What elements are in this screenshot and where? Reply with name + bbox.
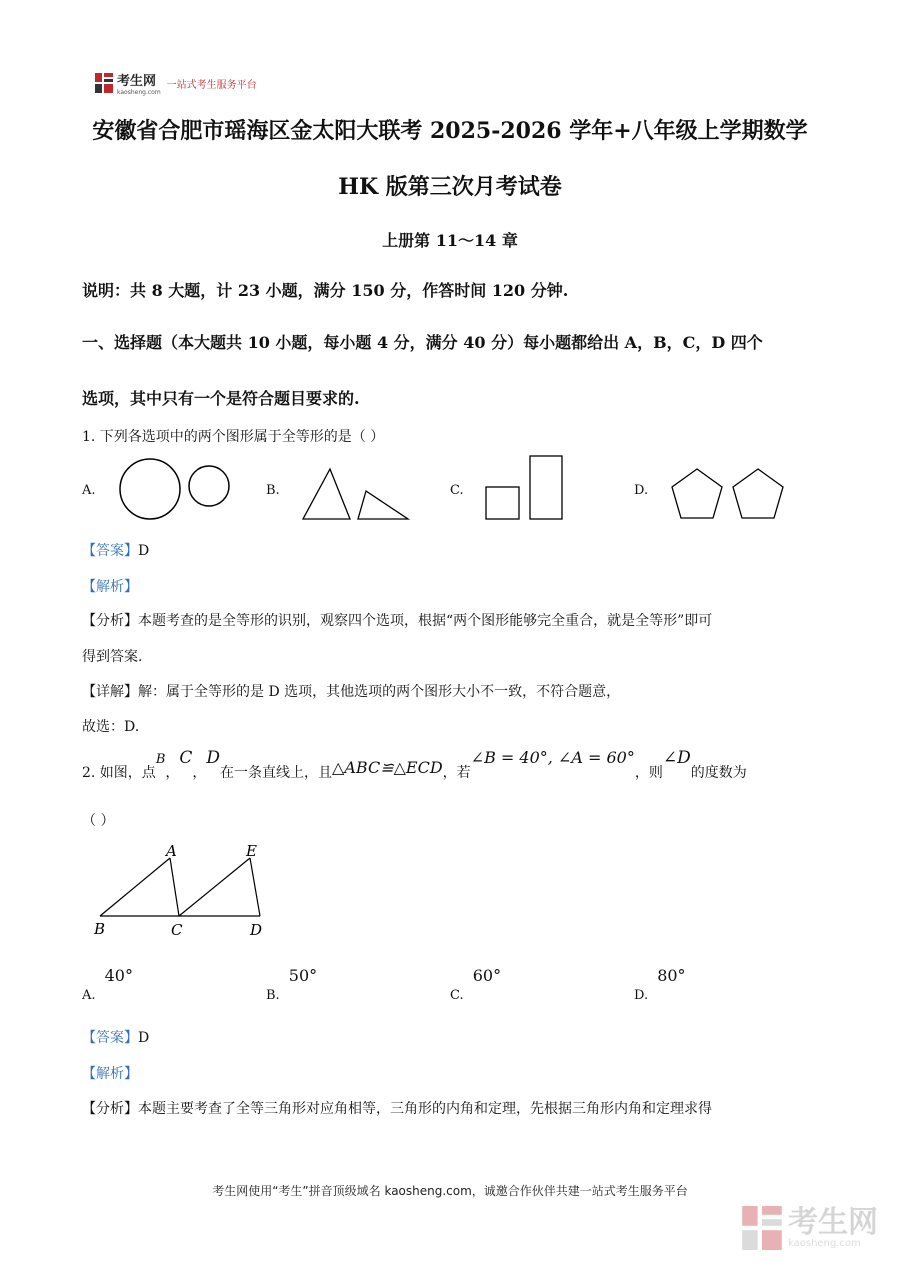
q1-detail-tag: 【详解】 bbox=[82, 684, 138, 700]
exam-subtitle: 上册第 11～14 章 bbox=[382, 231, 518, 250]
q1-option-b-figure bbox=[298, 464, 413, 524]
q2-end: 的度数为 bbox=[690, 765, 747, 781]
q1-conclusion: 故选：D. bbox=[82, 719, 140, 735]
q2-option-d-value: 80° bbox=[657, 966, 686, 985]
q2-option-c-letter: C. bbox=[450, 988, 464, 1003]
q2-stem bbox=[82, 748, 747, 781]
q1-answer-tag: 【答案】 bbox=[82, 543, 138, 559]
q2-paren: （ ） bbox=[82, 813, 115, 829]
label-a: A bbox=[166, 842, 177, 860]
q2-point-d: D bbox=[206, 748, 221, 768]
q1-option-a-figure bbox=[110, 452, 240, 526]
q2-option-a-letter: A. bbox=[82, 988, 96, 1003]
q2-mid2: ，若 bbox=[442, 765, 471, 781]
pentagon-left bbox=[672, 469, 722, 518]
q2-target: ∠D bbox=[662, 748, 691, 768]
q1-fenxi-2: 得到答案. bbox=[82, 649, 143, 665]
q2-mid1: 在一条直线上，且 bbox=[220, 765, 333, 781]
q1-fenxi-1: 本题考查的是全等形的识别，观察四个选项，根据“两个图形能够完全重合，就是全等形”即可 bbox=[138, 613, 713, 629]
large-triangle bbox=[303, 469, 350, 519]
q1-stem: 1. 下列各选项中的两个图形属于全等形的是（ ） bbox=[82, 429, 385, 445]
pentagon-right bbox=[733, 469, 783, 518]
label-e: E bbox=[246, 842, 257, 860]
small-triangle bbox=[358, 491, 408, 519]
watermark-logo-icon bbox=[742, 1206, 782, 1250]
q1-option-c-label: C. bbox=[450, 483, 464, 498]
q1-option-c-figure bbox=[482, 452, 568, 524]
q2-point-c: C bbox=[179, 748, 193, 768]
q2-figure bbox=[90, 836, 280, 942]
segment-ce bbox=[179, 858, 250, 916]
q2-analysis-tag: 【解析】 bbox=[82, 1066, 138, 1082]
q2-option-a-value: 40° bbox=[104, 966, 133, 985]
q1-analysis-tag: 【解析】 bbox=[82, 579, 138, 595]
label-d: D bbox=[250, 921, 263, 939]
label-b: B bbox=[94, 920, 106, 938]
q2-condition: ∠B = 40°, ∠A = 60° bbox=[470, 748, 635, 767]
logo-name: 考生网 bbox=[117, 74, 157, 89]
q2-option-b bbox=[266, 966, 318, 1003]
small-circle bbox=[189, 466, 229, 506]
section1-line2: 选项，其中只有一个是符合题目要求的. bbox=[82, 389, 360, 408]
large-circle bbox=[120, 459, 180, 519]
q2-option-d-letter: D. bbox=[634, 988, 649, 1003]
section1-line1: 一、选择题（本大题共 10 小题，每小题 4 分，满分 40 分）每小题都给出 A，B，C，D 四个 bbox=[82, 333, 763, 352]
q2-option-d bbox=[634, 966, 686, 1003]
q2-point-b: B bbox=[155, 752, 166, 767]
q2-option-c bbox=[450, 966, 502, 1003]
watermark-domain: kaosheng.com bbox=[788, 1237, 861, 1249]
segment-ac bbox=[170, 858, 179, 916]
q2-option-c-value: 60° bbox=[472, 966, 502, 985]
instructions: 说明：共 8 大题，计 23 小题，满分 150 分，作答时间 120 分钟. bbox=[82, 281, 569, 300]
q1-option-d-figure bbox=[668, 466, 788, 524]
q2-mid3: ，则 bbox=[634, 765, 663, 781]
q2-prefix: 2. 如图，点 bbox=[82, 765, 156, 781]
segment-ba bbox=[100, 858, 170, 916]
q2-comma1: ， bbox=[165, 765, 180, 781]
logo-domain: kaosheng.com bbox=[117, 89, 161, 96]
q2-fenxi-tag: 【分析】 bbox=[82, 1101, 138, 1117]
page-footer: 考生网使用“考生”拼音顶级域名 kaosheng.com，诚邀合作伙伴共建一站式考生服务平台 bbox=[212, 1184, 688, 1198]
label-c: C bbox=[171, 921, 183, 939]
q2-fenxi: 本题主要考查了全等三角形对应角相等，三角形的内角和定理，先根据三角形内角和定理求得 bbox=[138, 1101, 712, 1117]
watermark-name: 考生网 bbox=[788, 1204, 878, 1240]
q2-option-b-value: 50° bbox=[288, 966, 318, 985]
segment-ed bbox=[250, 858, 260, 916]
header-logo bbox=[95, 72, 257, 94]
exam-title-line2: HK 版第三次月考试卷 bbox=[338, 174, 562, 200]
exam-title-line1: 安徽省合肥市瑶海区金太阳大联考 2025-2026 学年+八年级上学期数学 bbox=[92, 118, 808, 144]
q1-option-d-label: D. bbox=[634, 483, 649, 498]
watermark bbox=[742, 1206, 878, 1250]
logo-icon bbox=[95, 73, 113, 93]
q2-answer: D bbox=[138, 1030, 150, 1046]
header-slogan: 一站式考生服务平台 bbox=[166, 79, 257, 91]
q1-option-a-label: A. bbox=[82, 483, 96, 498]
q2-answer-tag: 【答案】 bbox=[82, 1030, 138, 1046]
q2-comma2: ， bbox=[192, 765, 207, 781]
q2-option-b-letter: B. bbox=[266, 988, 280, 1003]
q1-detail: 解：属于全等形的是 D 选项，其他选项的两个图形大小不一致，不符合题意， bbox=[138, 684, 621, 700]
q1-option-b-label: B. bbox=[266, 483, 280, 498]
q1-fenxi-tag: 【分析】 bbox=[82, 613, 138, 629]
q2-option-a bbox=[82, 966, 133, 1003]
q2-congruence: △ABC≌△ECD bbox=[332, 758, 443, 777]
tall-rectangle bbox=[530, 456, 562, 519]
square bbox=[486, 487, 519, 519]
q1-answer: D bbox=[138, 543, 150, 559]
